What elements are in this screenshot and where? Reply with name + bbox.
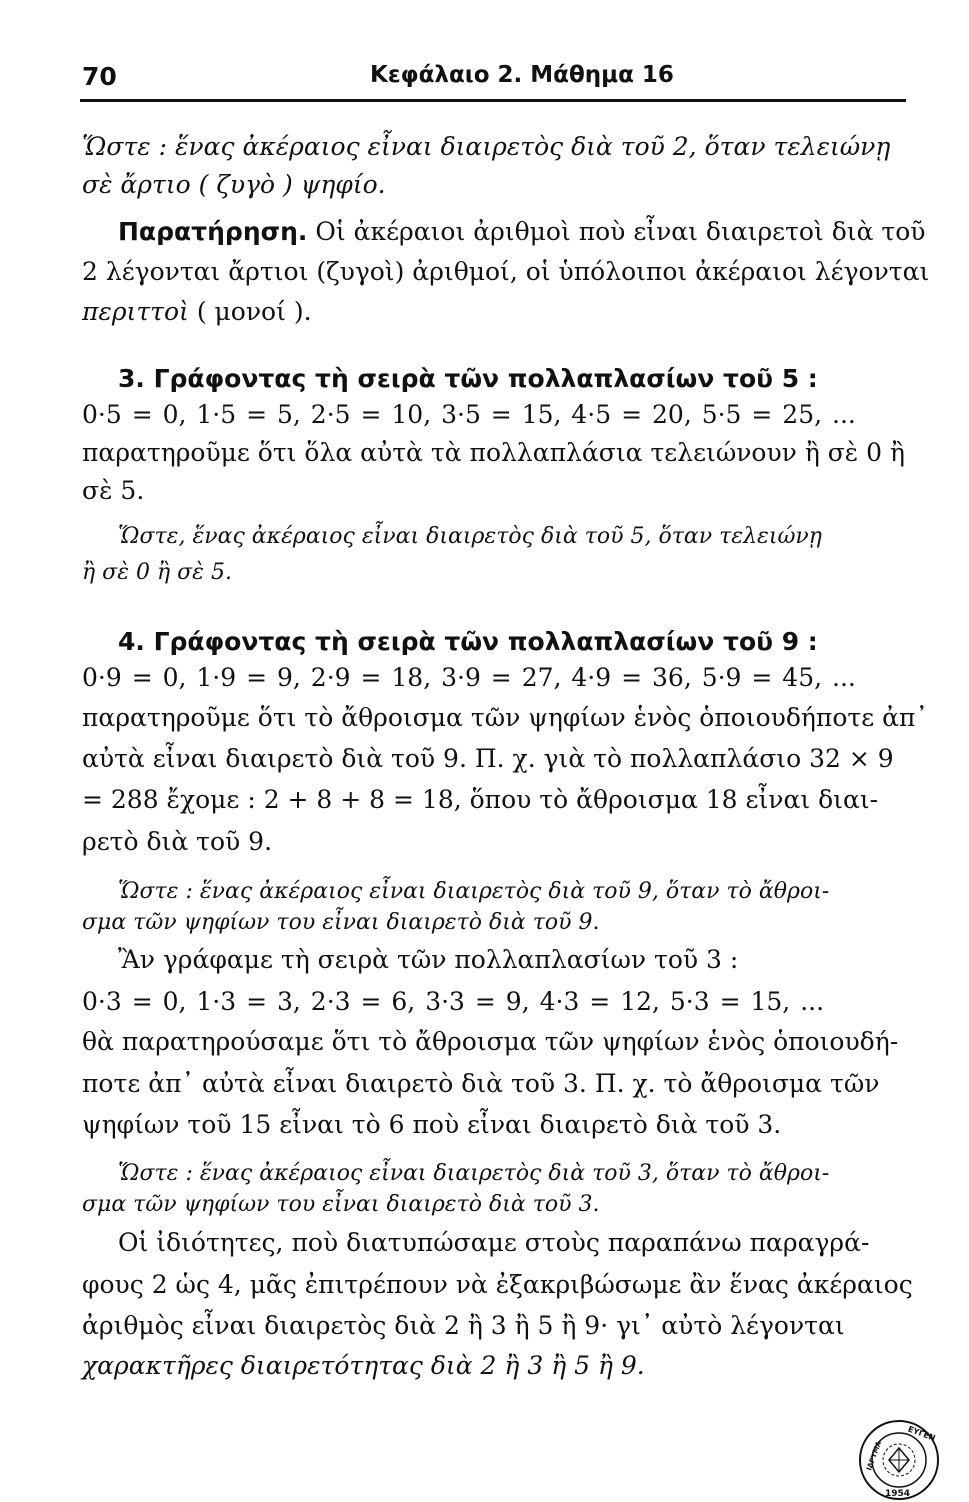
equation-line: 0·3 = 0, 1·3 = 3, 2·3 = 6, 3·3 = 9, 4·3 = 12, 5·3 = 15, ... <box>82 987 825 1016</box>
text-line: Ὥστε : ἕνας ἀκέραιος εἶναι διαιρετὸς διὰ τοῦ 2, ὅταν τελειώνῃ <box>82 132 891 161</box>
text-span: ( μονοί ). <box>188 297 312 326</box>
equation-line: 0·5 = 0, 1·5 = 5, 2·5 = 10, 3·5 = 15, 4·5 = 20, 5·5 = 25, ... <box>82 400 856 429</box>
seal-text-top: ΕΥΓΕΝ <box>906 1424 937 1443</box>
text-line: θὰ παρατηρούσαμε ὅτι τὸ ἄθροισμα τῶν ψηφίων ἑνὸς ὁποιουδή- <box>82 1027 899 1056</box>
rule-statement: Ὥστε : ἕνας ἀκέραιος εἶναι διαιρετὸς διὰ τοῦ 9, ὅταν τὸ ἄθροι- <box>118 879 830 904</box>
rule-statement: σμα τῶν ψηφίων του εἶναι διαιρετὸ διὰ τοῦ 9. <box>82 910 600 935</box>
text-line: Οἱ ἰδιότητες, ποὺ διατυπώσαμε στοὺς παραπάνω παραγρά- <box>118 1228 870 1257</box>
text-line: Ἂν γράφαμε τὴ σειρὰ τῶν πολλαπλασίων τοῦ 3 : <box>118 945 739 974</box>
text-span-italic: περιττοὶ <box>82 297 189 326</box>
seal-text-left: ΙΔΡΥΜΑ <box>865 1440 884 1472</box>
text-line: ρετὸ διὰ τοῦ 9. <box>82 827 273 856</box>
rule-statement: ἢ σὲ 0 ἢ σὲ 5. <box>82 560 232 585</box>
text-line: ἀριθμὸς εἶναι διαιρετὸς διὰ 2 ἢ 3 ἢ 5 ἢ 9· γι᾽ αὐτὸ λέγονται <box>82 1311 845 1340</box>
foundation-seal-icon <box>857 1418 941 1502</box>
text-line: παρατηροῦμε ὅτι ὅλα αὐτὰ τὰ πολλαπλάσια τελειώνουν ἢ σὲ 0 ἢ <box>82 438 905 467</box>
text-line <box>82 295 912 329</box>
text-line: ψηφίων τοῦ 15 εἶναι τὸ 6 ποὺ εἶναι διαιρετὸ διὰ τοῦ 3. <box>82 1110 782 1139</box>
page-number: 70 <box>82 62 117 91</box>
equation-line: 0·9 = 0, 1·9 = 9, 2·9 = 18, 3·9 = 27, 4·9 = 36, 5·9 = 45, ... <box>82 663 856 692</box>
rule-statement: Ὥστε, ἕνας ἀκέραιος εἶναι διαιρετὸς διὰ τοῦ 5, ὅταν τελειώνῃ <box>118 524 822 549</box>
text-line: 2 λέγονται ἄρτιοι (ζυγοὶ) ἀριθμοί, οἱ ὑπόλοιποι ἀκέραιοι λέγονται <box>82 257 930 286</box>
text-line: φους 2 ὡς 4, μᾶς ἐπιτρέπουν νὰ ἐξακριβώσωμε ἂν ἕνας ἀκέραιος <box>82 1270 913 1299</box>
text-line: = 288 ἔχομε : 2 + 8 + 8 = 18, ὅπου τὸ ἄθροισμα 18 εἶναι διαι- <box>82 785 879 814</box>
text-line: αὐτὰ εἶναι διαιρετὸ διὰ τοῦ 9. Π. χ. γιὰ τὸ πολλαπλάσιο 32 × 9 <box>82 744 894 773</box>
remark-heading: Παρατήρηση. <box>118 217 308 246</box>
header-rule <box>80 99 906 102</box>
rule-statement: σμα τῶν ψηφίων του εἶναι διαιρετὸ διὰ τοῦ 3. <box>82 1192 600 1217</box>
text-line: χαρακτῆρες διαιρετότητας διὰ 2 ἢ 3 ἢ 5 ἢ 9. <box>82 1351 645 1380</box>
text-line: παρατηροῦμε ὅτι τὸ ἄθροισμα τῶν ψηφίων ἑνὸς ὁποιουδήποτε ἀπ᾽ <box>82 703 928 732</box>
text-line <box>118 215 948 249</box>
text-line: ποτε ἀπ᾽ αὐτὰ εἶναι διαιρετὸ διὰ τοῦ 3. Π. χ. τὸ ἄθροισμα τῶν <box>82 1069 880 1098</box>
text-span: Οἱ ἀκέραιοι ἀριθμοὶ ποὺ εἶναι διαιρετοὶ διὰ τοῦ <box>307 217 926 246</box>
rule-statement: Ὥστε : ἕνας ἀκέραιος εἶναι διαιρετὸς διὰ τοῦ 3, ὅταν τὸ ἄθροι- <box>118 1161 830 1186</box>
text-line: σὲ ἄρτιο ( ζυγὸ ) ψηφίο. <box>82 170 386 199</box>
seal-year: 1954 <box>885 1489 911 1499</box>
running-header: Κεφάλαιο 2. Μάθημα 16 <box>370 62 674 88</box>
section-heading: 4. Γράφοντας τὴ σειρὰ τῶν πολλαπλασίων τοῦ 9 : <box>118 627 818 656</box>
section-heading: 3. Γράφοντας τὴ σειρὰ τῶν πολλαπλασίων τοῦ 5 : <box>118 364 818 393</box>
text-line: σὲ 5. <box>82 476 145 505</box>
